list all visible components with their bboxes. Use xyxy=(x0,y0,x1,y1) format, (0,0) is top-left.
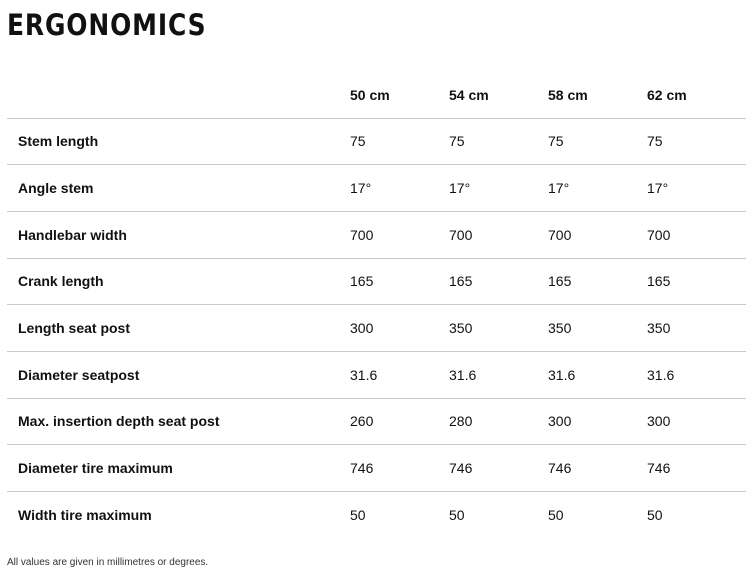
row-label: Length seat post xyxy=(7,305,350,352)
cell-value: 17° xyxy=(449,165,548,212)
ergonomics-table xyxy=(7,72,746,538)
cell-value: 300 xyxy=(350,305,449,352)
cell-value: 165 xyxy=(350,258,449,305)
row-label: Diameter seatpost xyxy=(7,351,350,398)
cell-value: 165 xyxy=(548,258,647,305)
table-row xyxy=(7,165,746,212)
cell-value: 700 xyxy=(449,211,548,258)
cell-value: 17° xyxy=(350,165,449,212)
cell-value: 700 xyxy=(350,211,449,258)
cell-value: 31.6 xyxy=(449,351,548,398)
cell-value: 746 xyxy=(647,445,746,492)
cell-value: 75 xyxy=(449,118,548,165)
cell-value: 50 xyxy=(548,507,564,524)
table-row xyxy=(7,118,746,165)
table-row xyxy=(7,492,746,539)
cell-value: 31.6 xyxy=(350,351,449,398)
table-row xyxy=(7,258,746,305)
cell-value: 75 xyxy=(647,118,746,165)
cell-value: 350 xyxy=(647,305,746,352)
cell-value: 50 xyxy=(647,507,663,524)
row-label: Diameter tire maximum xyxy=(7,445,350,492)
cell-value: 50 xyxy=(350,507,366,524)
cell-value: 300 xyxy=(647,398,746,445)
table-row xyxy=(7,211,746,258)
table-row xyxy=(7,445,746,492)
cell-value: 746 xyxy=(548,445,647,492)
row-label: Crank length xyxy=(7,258,350,305)
cell-value: 17° xyxy=(647,165,746,212)
row-label: Max. insertion depth seat post xyxy=(7,398,350,445)
cell-value: 31.6 xyxy=(647,351,746,398)
cell-value: 280 xyxy=(449,398,548,445)
cell-value: 75 xyxy=(548,118,647,165)
row-label: Stem length xyxy=(7,118,350,165)
units-footnote: All values are given in millimetres or degrees. xyxy=(7,557,209,568)
cell-value: 165 xyxy=(647,258,746,305)
header-corner xyxy=(7,72,350,118)
row-label: Handlebar width xyxy=(7,211,350,258)
size-header-54: 54 cm xyxy=(449,72,548,118)
size-header-50: 50 cm xyxy=(350,72,449,118)
size-header-62: 62 cm xyxy=(647,72,746,118)
cell-value: 165 xyxy=(449,258,548,305)
cell-value: 700 xyxy=(647,211,746,258)
cell-value: 350 xyxy=(449,305,548,352)
cell-value: 746 xyxy=(350,445,449,492)
table-row xyxy=(7,398,746,445)
cell-value: 260 xyxy=(350,398,449,445)
page-title: ERGONOMICS xyxy=(7,8,207,42)
cell-value: 350 xyxy=(548,305,647,352)
cell-value: 17° xyxy=(548,165,647,212)
header-row xyxy=(7,72,746,118)
cell-value: 300 xyxy=(548,398,647,445)
cell-value: 31.6 xyxy=(548,351,647,398)
row-label: Angle stem xyxy=(7,165,350,212)
cell-value: 50 xyxy=(449,507,465,524)
size-header-58: 58 cm xyxy=(548,72,647,118)
row-label: Width tire maximum xyxy=(18,507,152,524)
table-row xyxy=(7,305,746,352)
table-row xyxy=(7,351,746,398)
cell-value: 746 xyxy=(449,445,548,492)
cell-value: 700 xyxy=(548,211,647,258)
cell-value: 75 xyxy=(350,118,449,165)
